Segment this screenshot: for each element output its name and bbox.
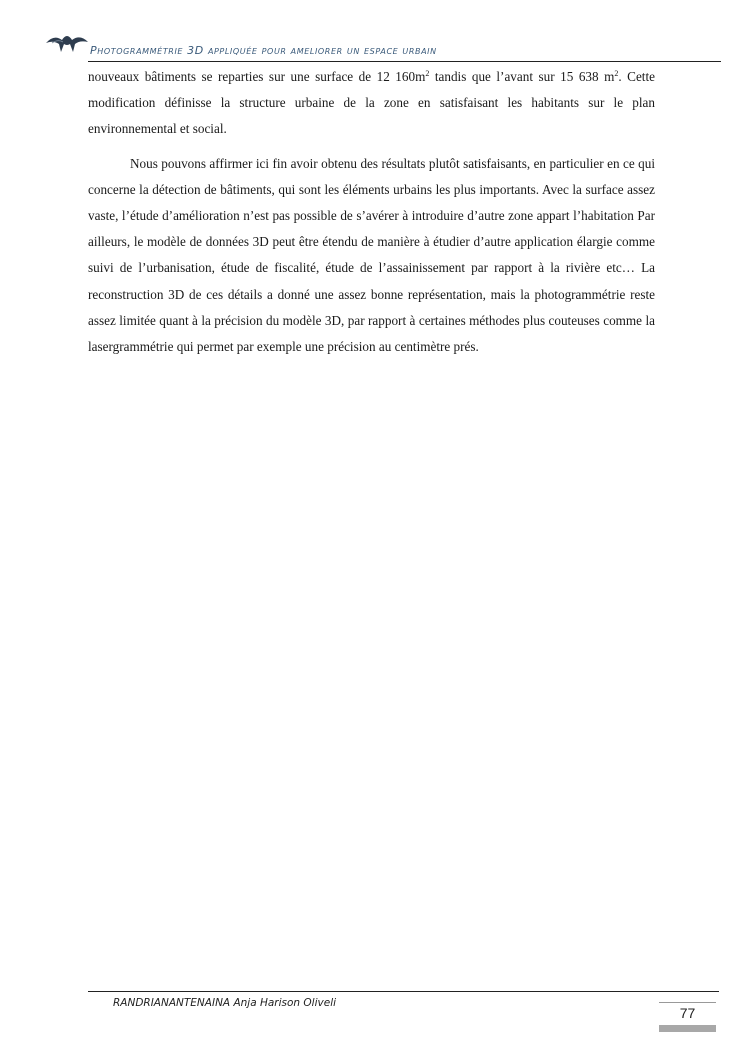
page-number-divider: [659, 1002, 716, 1003]
footer-author: RANDRIANANTENAINA Anja Harison Oliveli: [113, 997, 337, 1009]
page-content: [88, 64, 655, 360]
superscript-squared: 2: [614, 69, 619, 78]
page-header: [0, 0, 745, 70]
page-number: 77: [679, 1005, 696, 1021]
paragraph-1: [88, 64, 655, 143]
paragraph-1-text-a: nouveaux bâtiments se reparties sur une surface de 12 160m: [88, 69, 426, 84]
superscript-squared: 2: [425, 69, 430, 78]
header-divider: [88, 61, 721, 62]
paragraph-2: Nous pouvons affirmer ici fin avoir obtenu des résultats plutôt satisfaisants, en particulier en ce qui concerne la détection de bâtiments, qui sont les éléments urbains les plus importants. Avec la surface assez vaste, l’étude d’amélioration n’est pas possible de s’avérer à introduire d’autre zone appart l’habitation Par ailleurs, le modèle de données 3D peut être étendu de manière à étudier d’autre application élargie comme suivi de l’urbanisation, étude de fiscalité, étude de l’assainissement par rapport à la rivière etc… La reconstruction 3D de ces détails a donné une assez bonne représentation, mais la photogrammétrie reste assez limitée quant à la précision du modèle 3D, par rapport à certaines méthodes plus couteuses comme la lasergrammétrie qui permet par exemple une précision au centimètre prés.: [88, 155, 655, 355]
page-number-bar: [659, 1025, 716, 1032]
bird-logo-icon: [44, 30, 90, 54]
paragraph-1-text-c: . Cette modification définisse la structure urbaine de la zone en satisfaisant les habitants sur le plan environnemental et social.: [88, 69, 655, 137]
paragraph-1-text-b: tandis que l’avant sur 15 638 m: [429, 69, 615, 84]
footer-divider: [88, 991, 719, 992]
header-title: Photogrammétrie 3D appliquée pour ameliorer un espace urbain: [90, 44, 437, 57]
